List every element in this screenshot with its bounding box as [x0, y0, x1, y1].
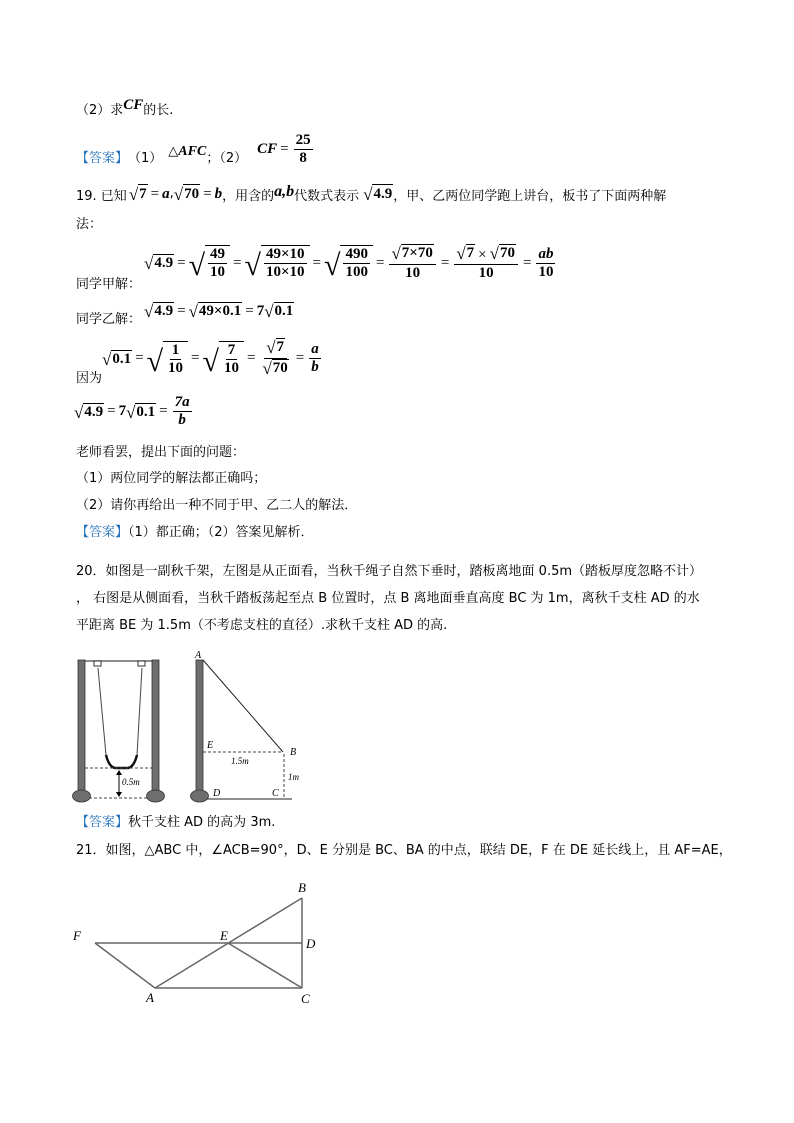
- equals: =: [280, 141, 289, 157]
- q19-mid2: 代数式表示: [294, 189, 360, 204]
- answer-label: 【答案】: [76, 815, 129, 830]
- numerator: 1: [171, 341, 180, 358]
- sqrt: [189, 302, 243, 320]
- q19-given-b: √ 70 = b: [173, 185, 223, 204]
- label-D: D: [213, 788, 221, 799]
- fraction: [454, 244, 518, 282]
- radical-sign: √: [74, 402, 84, 422]
- sqrt: [102, 350, 132, 368]
- radical-sign: √: [144, 254, 154, 273]
- numerator: 7a: [174, 394, 190, 410]
- denominator: 10: [223, 359, 239, 376]
- coefficient: 7: [118, 403, 127, 419]
- label-1.5m: 1.5m: [231, 756, 249, 766]
- q18-afc: AFC: [178, 144, 207, 159]
- numerator: 490: [345, 246, 368, 262]
- denominator: 10: [210, 264, 226, 280]
- q20-line3: 平距离 BE 为 1.5m（不考虑支柱的直径）.求秋千支柱 AD 的高.: [76, 618, 448, 633]
- radical-sign: √: [188, 302, 198, 321]
- label-C: C: [272, 788, 279, 799]
- jia-equation: √ 4.9 = √ $\frac{49}{10}$ = √ $\frac{49\times 10}{10\times 10}$ = √ $\frac{490}{100}$ = √ 7×70 10 = √ 7 × √ 70 10 = $\frac{ab}{10}$: [144, 244, 554, 282]
- label-B: B: [298, 880, 306, 895]
- radicand: 7: [276, 339, 285, 355]
- q18-answer-triangle: [168, 143, 206, 161]
- radicand: 70: [184, 186, 200, 202]
- radical-sign: √: [244, 249, 261, 282]
- sqrt: [144, 302, 174, 320]
- numerator: a: [311, 341, 319, 357]
- radical-sign: √: [128, 185, 139, 204]
- radicand: 70: [272, 360, 288, 376]
- q18-answer: [76, 131, 315, 170]
- numerator: 7: [227, 341, 236, 358]
- sqrt: [203, 341, 244, 377]
- q21-line1: 21．如图，△ABC 中，∠ACB=90°，D、E 分别是 BC、BA 的中点，联结 DE，F 在 DE 延长线上，且 AF=AE，: [76, 843, 732, 858]
- denominator: 10: [405, 265, 421, 281]
- yi-label: 同学乙解：: [76, 312, 142, 327]
- q19-ab: a,b: [274, 183, 295, 200]
- label-B: B: [290, 747, 297, 758]
- q18-answer-sep: ；（2）: [206, 151, 248, 166]
- q19-line2: 法：: [76, 217, 103, 232]
- radical-sign: √: [188, 249, 206, 282]
- denominator: b: [178, 412, 186, 428]
- coefficient: 7: [256, 302, 265, 319]
- label-C: C: [301, 991, 310, 1006]
- q20-answer-text: 秋千支柱 AD 的高为 3m.: [128, 815, 276, 830]
- fraction: [309, 341, 321, 376]
- label-A: A: [195, 650, 202, 661]
- radicand: 0.1: [136, 403, 156, 420]
- q18-part2-prefix: （2）求: [76, 103, 124, 118]
- fraction: [536, 246, 555, 281]
- radicand: 4.9: [154, 303, 174, 319]
- numerator: 49: [210, 246, 226, 262]
- label-D: D: [306, 936, 316, 951]
- numerator: 49×10: [265, 246, 305, 262]
- fraction: [294, 132, 313, 167]
- yi-equation: √ 4.9 = √ 49×0.1 = 7 √ 0.1: [144, 302, 294, 321]
- radical-sign: √: [324, 249, 341, 282]
- q19-answer: [76, 524, 314, 542]
- denominator: 10: [478, 265, 494, 281]
- fraction: [173, 394, 192, 429]
- radical-sign: √: [266, 338, 276, 357]
- label-1m: 1m: [288, 772, 299, 782]
- radical-sign: √: [391, 244, 401, 263]
- sqrt: [245, 245, 310, 281]
- comma: ,: [169, 186, 174, 201]
- radicand: 70: [499, 245, 515, 261]
- radical-sign: √: [146, 344, 164, 378]
- sqrt: [144, 254, 174, 272]
- radical-sign: √: [363, 185, 373, 204]
- denominator: 10: [168, 359, 184, 376]
- radical-sign: √: [202, 344, 219, 378]
- radicand: 4.9: [154, 255, 174, 271]
- label-A: A: [146, 990, 154, 1005]
- radicand: [340, 245, 373, 281]
- denominator: 8: [299, 149, 307, 166]
- radical-sign: √: [262, 359, 272, 378]
- numerator: 25: [295, 131, 311, 148]
- sqrt: [189, 245, 230, 281]
- triangle-figure: [60, 870, 340, 1010]
- radicand: 4.9: [373, 186, 393, 202]
- sqrt: [264, 302, 294, 320]
- q20-answer: [76, 814, 275, 832]
- q19-intro: 19. 已知: [76, 189, 127, 204]
- denominator: b: [311, 359, 319, 375]
- because-equation: √ 0.1 = √ $\frac{1}{10}$ = √ $\frac{7}{10}$ = √ 7 √ 70 = $\frac{a}{b}$: [102, 338, 319, 378]
- label-E: E: [207, 740, 214, 751]
- q19-given-a: √ 7 = a: [128, 185, 170, 204]
- sqrt: [129, 184, 148, 203]
- radical-sign: √: [144, 302, 154, 321]
- label-F: F: [73, 928, 81, 943]
- sqrt: [363, 184, 393, 203]
- sqrt: [74, 403, 104, 421]
- radicand: 0.1: [112, 350, 132, 367]
- radical-sign: √: [456, 244, 466, 263]
- label-0.5m: 0.5m: [122, 777, 140, 787]
- sqrt: [126, 403, 156, 421]
- numerator: ab: [538, 245, 554, 262]
- sqrt: [174, 184, 200, 203]
- q18-var-cf: CF: [123, 97, 144, 113]
- radicand: 7×70: [401, 245, 433, 261]
- q19-mid: ，用含的: [222, 189, 275, 204]
- sqrt: [147, 341, 188, 377]
- triangle-symbol: △: [168, 144, 179, 159]
- teacher-text: 老师看罢，提出下面的问题：: [76, 445, 246, 460]
- radicand: 4.9: [84, 403, 104, 420]
- because-label: 因为: [76, 371, 103, 386]
- radicand: 0.1: [274, 303, 294, 319]
- sqrt: [324, 245, 373, 281]
- radical-sign: √: [173, 185, 184, 204]
- fraction: [260, 338, 290, 379]
- q18-answer-p1: （1）: [128, 151, 163, 166]
- denominator: 10×10: [265, 264, 305, 280]
- swing-figure: [65, 645, 305, 810]
- radicand: 7: [139, 186, 147, 202]
- radicand: [205, 245, 230, 281]
- q19-question-1: （1）两位同学的解法都正确吗；: [76, 471, 267, 486]
- radicand: [261, 245, 310, 281]
- q19-line1: [76, 183, 667, 206]
- radical-sign: √: [126, 402, 136, 422]
- q19-question-2: （2）请你再给出一种不同于甲、乙二人的解法．: [76, 498, 358, 513]
- denominator: 100: [345, 264, 368, 280]
- final-equation: √ 4.9 = 7 √ 0.1 = $\frac{7a}{b}$: [74, 394, 190, 428]
- q19-sqrt-49: [363, 184, 393, 203]
- answer-label: 【答案】: [76, 151, 129, 166]
- fraction: [389, 244, 435, 282]
- times: ×: [478, 247, 487, 263]
- label-E: E: [220, 928, 228, 943]
- q18-part2: [76, 97, 174, 120]
- radical-sign: √: [489, 244, 499, 263]
- radicand: 49×0.1: [198, 303, 242, 319]
- q19-answer-text: （1）都正确；（2）答案见解析．: [128, 525, 314, 540]
- answer-label: 【答案】: [76, 525, 129, 540]
- denominator: 10: [538, 263, 554, 280]
- q19-rest: ，甲、乙两位同学跑上讲台，板书了下面两种解: [393, 189, 667, 204]
- radical-sign: √: [264, 302, 274, 321]
- radical-sign: √: [102, 349, 112, 369]
- q18-part2-suffix: 的长.: [143, 103, 174, 118]
- q18-cf-lhs: CF: [257, 141, 278, 157]
- jia-label: 同学甲解：: [76, 277, 142, 292]
- radicand: 7: [466, 245, 475, 261]
- q18-cf-equation: [257, 132, 314, 167]
- q20-line2: ， 右图是从侧面看，当秋千踏板荡起至点 B 位置时，点 B 离地面垂直高度 BC 为 1m，离秋千支柱 AD 的水: [76, 591, 700, 606]
- q20-line1: 20．如图是一副秋千架，左图是从正面看，当秋千绳子自然下垂时，踏板离地面 0.5m（踏板厚度忽略不计）: [76, 564, 703, 579]
